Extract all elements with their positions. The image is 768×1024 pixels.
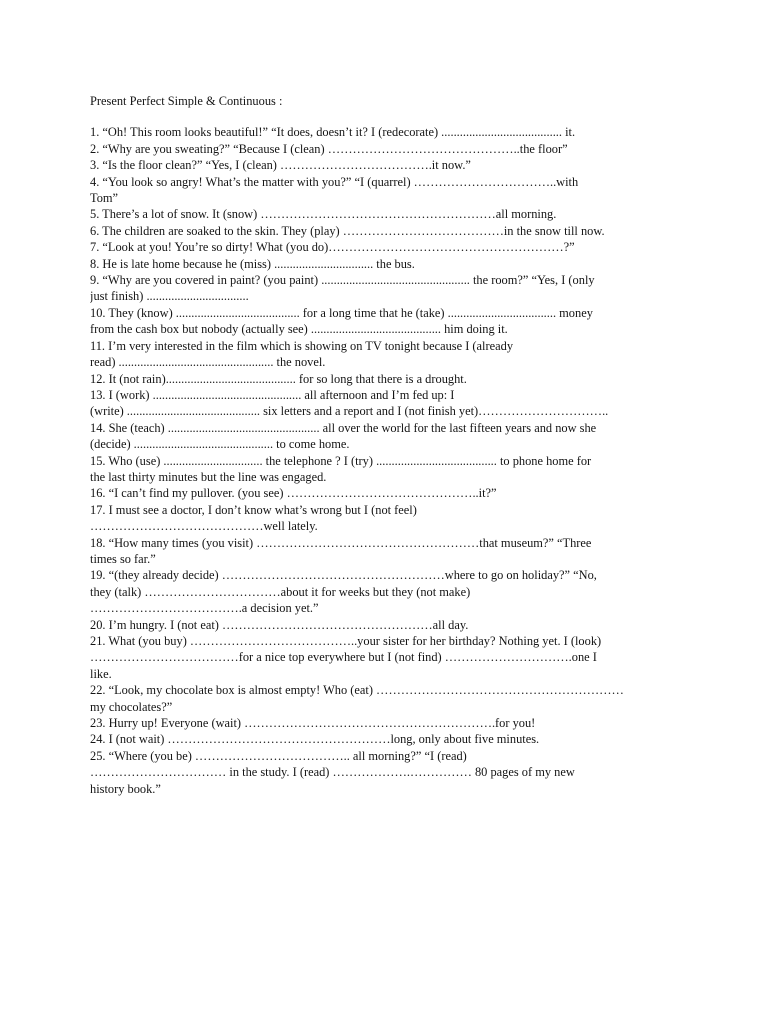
exercise-line: 19. “(they already decide) ………………………………………………where to go on holiday?” “No, (90, 568, 597, 583)
exercise-line: 14. She (teach) ................................................. all over the world for the last fifteen years and now she (90, 420, 597, 435)
exercise-line: 23. Hurry up! Everyone (wait) …………………………………………………….for you! (90, 716, 536, 731)
exercise-line: 22. “Look, my chocolate box is almost empty! Who (eat) …………………………………………………… (90, 683, 624, 698)
exercise-line: 11. I’m very interested in the film which is showing on TV tonight because I (already (90, 338, 514, 353)
exercise-line: ………………………………for a nice top everywhere but I (not find) ………………………….one I (90, 650, 597, 665)
exercise-line: 15. Who (use) ................................ the telephone ? I (try) ....................................... to phone home for (90, 453, 592, 468)
exercise-line: 13. I (work) ................................................ all afternoon and I’m fed up: I (90, 387, 455, 402)
exercise-line: history book.” (90, 781, 161, 796)
exercise-line: 17. I must see a doctor, I don’t know what’s wrong but I (not feel) (90, 502, 417, 517)
exercise-line: 2. “Why are you sweating?” “Because I (clean) ………………………………………..the floor” (90, 141, 568, 156)
exercise-line: (decide) ............................................. to come home. (90, 437, 350, 452)
worksheet-page (90, 93, 676, 797)
exercise-line: read) .................................................. the novel. (90, 355, 326, 370)
exercise-line: ……………………………….a decision yet.” (90, 601, 319, 616)
exercise-line: my chocolates?” (90, 699, 173, 714)
exercise-line: 12. It (not rain).......................................... for so long that there is a drought. (90, 371, 467, 386)
exercise-line: 3. “Is the floor clean?” “Yes, I (clean) ……………………………….it now.” (90, 158, 471, 173)
exercise-line: 25. “Where (you be) ……………………………….. all morning?” “I (read) (90, 748, 467, 763)
exercise-line: 18. “How many times (you visit) ………………………………………………that museum?” “Three (90, 535, 592, 550)
exercise-list (90, 124, 676, 797)
exercise-line: they (talk) ……………………………about it for weeks but they (not make) (90, 584, 471, 599)
exercise-line: Tom” (90, 191, 119, 206)
exercise-line: 5. There’s a lot of snow. It (snow) …………………………………………………all morning. (90, 207, 557, 222)
exercise-line: the last thirty minutes but the line was engaged. (90, 469, 327, 484)
exercise-line: 21. What (you buy) …………………………………..your sister for her birthday? Nothing yet. I (look) (90, 634, 602, 648)
exercise-line: (write) ........................................... six letters and a report and I (not finish yet)………………………….. (90, 404, 609, 419)
exercise-line: 20. I’m hungry. I (not eat) ……………………………………………all day. (90, 617, 469, 632)
exercise-line: from the cash box but nobody (actually see) .......................................... him doing it. (90, 322, 508, 337)
page-title: Present Perfect Simple & Continuous : (90, 94, 283, 108)
exercise-line: 10. They (know) ........................................ for a long time that he (take) ................................... money (90, 305, 593, 320)
exercise-line: like. (90, 666, 112, 681)
exercise-line: ……………………………………well lately. (90, 519, 318, 534)
exercise-line: times so far.” (90, 551, 156, 566)
exercise-line: 7. “Look at you! You’re so dirty! What (you do)…………………………………………………?” (90, 240, 575, 255)
exercise-line: 24. I (not wait) ………………………………………………long, only about five minutes. (90, 732, 540, 747)
exercise-line: 4. “You look so angry! What’s the matter with you?” “I (quarrel) ……………………………..with (90, 174, 579, 189)
exercise-line: 9. “Why are you covered in paint? (you paint) ................................................ the room?” “Yes, I (only (90, 273, 595, 288)
exercise-line: 6. The children are soaked to the skin. They (play) …………………………………in the snow till now. (90, 223, 605, 238)
exercise-line: …………………………… in the study. I (read) ……………….…………… 80 pages of my new (90, 765, 575, 780)
exercise-line: just finish) ................................. (90, 289, 249, 304)
exercise-line: 1. “Oh! This room looks beautiful!” “It does, doesn’t it? I (redecorate) ....................................... it. (90, 125, 576, 140)
exercise-line: 8. He is late home because he (miss) ................................ the bus. (90, 256, 415, 271)
exercise-line: 16. “I can’t find my pullover. (you see) ………………………………………..it?” (90, 486, 497, 501)
